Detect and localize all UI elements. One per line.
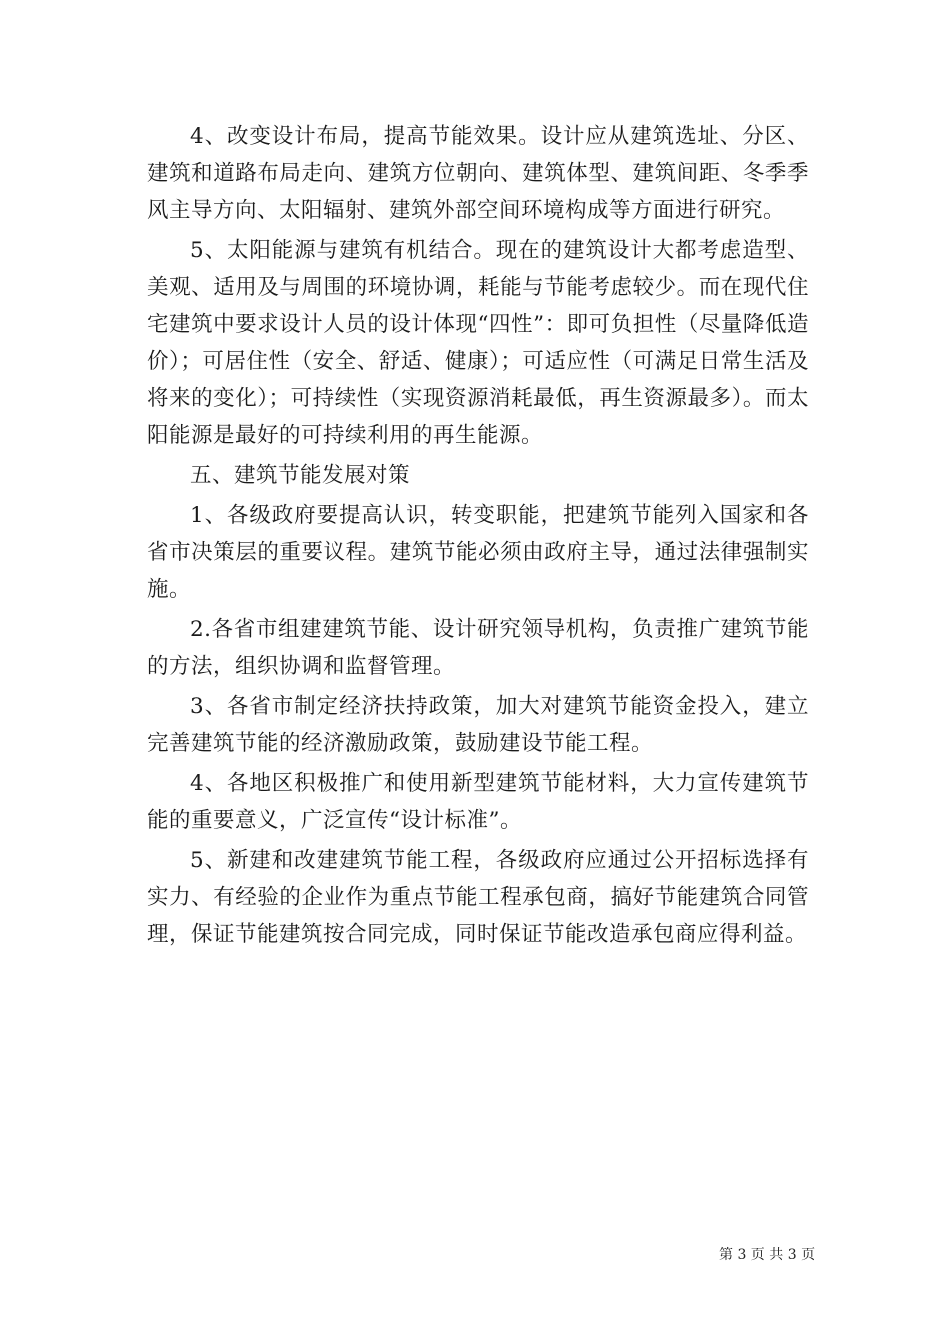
paragraph-solar-energy: 5、太阳能源与建筑有机结合。现在的建筑设计大都考虑造型、美观、适用及与周围的环境协调，耗能与节能考虑较少。而在现代住宅建筑中要求设计人员的设计体现“四性”：即可负担性（尽量降低造价）；可居住性（安全、舒适、健康）；可适应性（可满足日常生活及将来的变化）；可持续性（实现资源消耗最低，再生资源最多）。而太阳能源是最好的可持续利用的再生能源。 [147, 238, 809, 448]
measure-item-1: 1、各级政府要提高认识，转变职能，把建筑节能列入国家和各省市决策层的重要议程。建筑节能必须由政府主导，通过法律强制实施。 [147, 503, 809, 602]
page-number-footer: 第 3 页 共 3 页 [719, 1247, 816, 1263]
section-heading: 五、建筑节能发展对策 [190, 463, 411, 488]
measure-item-5: 5、新建和改建建筑节能工程，各级政府应通过公开招标选择有实力、有经验的企业作为重点节能工程承包商，搞好节能建筑合同管理，保证节能建筑按合同完成，同时保证节能改造承包商应得利益。 [147, 848, 809, 947]
document-body [147, 118, 809, 956]
measure-item-3: 3、各省市制定经济扶持政策，加大对建筑节能资金投入，建立完善建筑节能的经济激励政策，鼓励建设节能工程。 [147, 694, 809, 756]
measure-item-2: 2.各省市组建建筑节能、设计研究领导机构，负责推广建筑节能的方法，组织协调和监督管理。 [147, 617, 809, 679]
paragraph-design-layout: 4、改变设计布局，提高节能效果。设计应从建筑选址、分区、建筑和道路布局走向、建筑方位朝向、建筑体型、建筑间距、冬季季风主导方向、太阳辐射、建筑外部空间环境构成等方面进行研究。 [147, 124, 809, 223]
measure-item-4: 4、各地区积极推广和使用新型建筑节能材料，大力宣传建筑节能的重要意义，广泛宣传“设计标准”。 [147, 771, 809, 833]
